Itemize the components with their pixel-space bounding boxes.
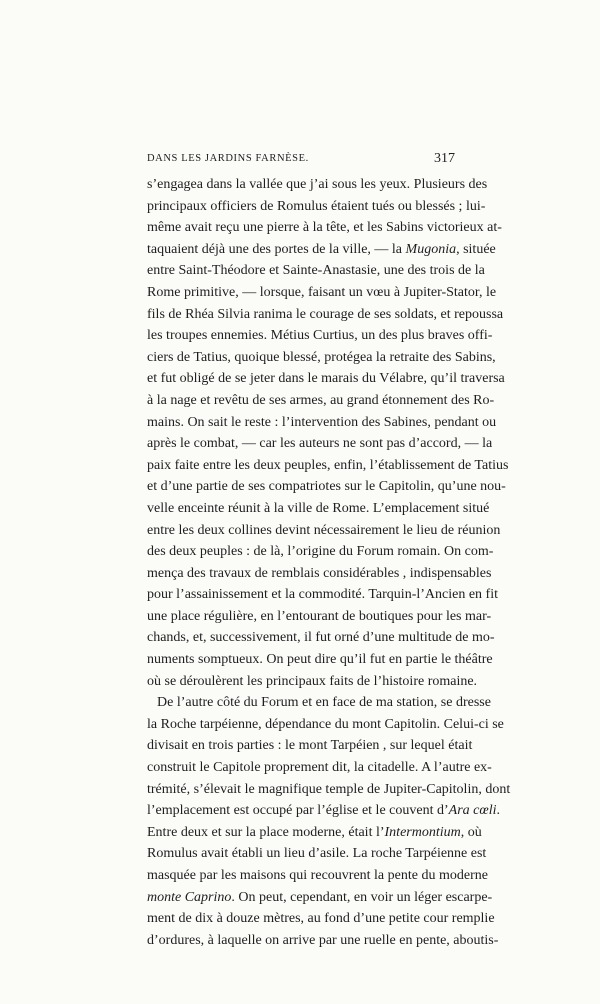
- paragraph: [147, 174, 509, 692]
- text-line: entre Saint-Théodore et Sainte-Anastasie, une des trois de la: [147, 263, 485, 279]
- text-line: ciers de Tatius, quoique blessé, protégea la retraite des Sabins,: [147, 349, 496, 365]
- text-line: ment de dix à douze mètres, au fond d’une petite cour remplie: [147, 911, 495, 927]
- text-line: d’ordures, à laquelle on arrive par une ruelle en pente, aboutis-: [147, 932, 499, 948]
- text-line: divisait en trois parties : le mont Tarpéien , sur lequel était: [147, 738, 473, 754]
- text-line: numents somptueux. On peut dire qu’il fut en partie le théâtre: [147, 652, 493, 668]
- text-line: Romulus avait établi un lieu d’asile. La roche Tarpéienne est: [147, 846, 487, 862]
- page-number: 317: [434, 151, 455, 166]
- page-header: [147, 153, 455, 171]
- text-line: pour l’assainissement et la commodité. Tarquin-l’Ancien en fit: [147, 587, 498, 603]
- text-line: paix faite entre les deux peuples, enfin, l’établissement de Tatius: [147, 457, 509, 473]
- text-line: principaux officiers de Romulus étaient tués ou blessés ; lui-: [147, 198, 486, 214]
- text-line: Entre deux et sur la place moderne, était l’Intermontium, où: [147, 824, 482, 840]
- text-line: la Roche tarpéienne, dépendance du mont Capitolin. Celui-ci se: [147, 716, 504, 732]
- text-line: où se déroulèrent les principaux faits de l’histoire romaine.: [147, 673, 478, 689]
- text-line: entre les deux collines devint nécessairement le lieu de réunion: [147, 522, 501, 538]
- text-line: mains. On sait le reste : l’intervention des Sabines, pendant ou: [147, 414, 497, 430]
- text-line: après le combat, — car les auteurs ne sont pas d’accord, — la: [147, 436, 493, 452]
- text-line: l’emplacement est occupé par l’église et le couvent d’Ara cœli.: [147, 803, 500, 819]
- text-line: et fut obligé de se jeter dans le marais du Vélabre, qu’il traversa: [147, 371, 505, 387]
- paragraph: [147, 692, 511, 951]
- text-line: et d’une partie de ses compatriotes sur le Capitolin, qu’une nou-: [147, 479, 506, 495]
- text-line: Rome primitive, — lorsque, faisant un vœu à Jupiter-Stator, le: [147, 284, 497, 300]
- text-line: s’engagea dans la vallée que j’ai sous les yeux. Plusieurs des: [147, 177, 488, 192]
- text-line: masquée par les maisons qui recouvrent la pente du moderne: [147, 868, 488, 883]
- text-line: construit le Capitole proprement dit, la citadelle. A l’autre ex-: [147, 760, 492, 776]
- text-line: taquaient déjà une des portes de la ville, — la Mugonia, située: [147, 241, 496, 257]
- text-line: De l’autre côté du Forum et en face de ma station, se dresse: [157, 695, 491, 711]
- text-line: mença des travaux de remblais considérables , indispensables: [147, 565, 492, 581]
- text-line: même avait reçu une pierre à la tête, et les Sabins victorieux at-: [147, 220, 502, 236]
- text-line: velle enceinte réunit à la ville de Rome. L’emplacement situé: [147, 500, 490, 516]
- text-line: une place régulière, en l’entourant de boutiques pour les mar-: [147, 608, 492, 624]
- running-head: DANS LES JARDINS FARNÈSE.: [147, 153, 309, 164]
- body-text: [147, 174, 511, 951]
- text-line: fils de Rhéa Silvia ranima le courage de ses soldats, et repoussa: [147, 306, 504, 322]
- text-line: chands, et, successivement, il fut orné d’une multitude de mo-: [147, 630, 495, 646]
- text-line: les troupes ennemies. Métius Curtius, un des plus braves offi-: [147, 328, 493, 344]
- text-line: trémité, s’élevait le magnifique temple de Jupiter-Capitolin, dont: [147, 781, 511, 797]
- text-line: des deux peuples : de là, l’origine du Forum romain. On com-: [147, 544, 494, 560]
- text-line: monte Caprino. On peut, cependant, en voir un léger escarpe-: [147, 889, 493, 905]
- text-line: à la nage et revêtu de ses armes, au grand étonnement des Ro-: [147, 392, 495, 408]
